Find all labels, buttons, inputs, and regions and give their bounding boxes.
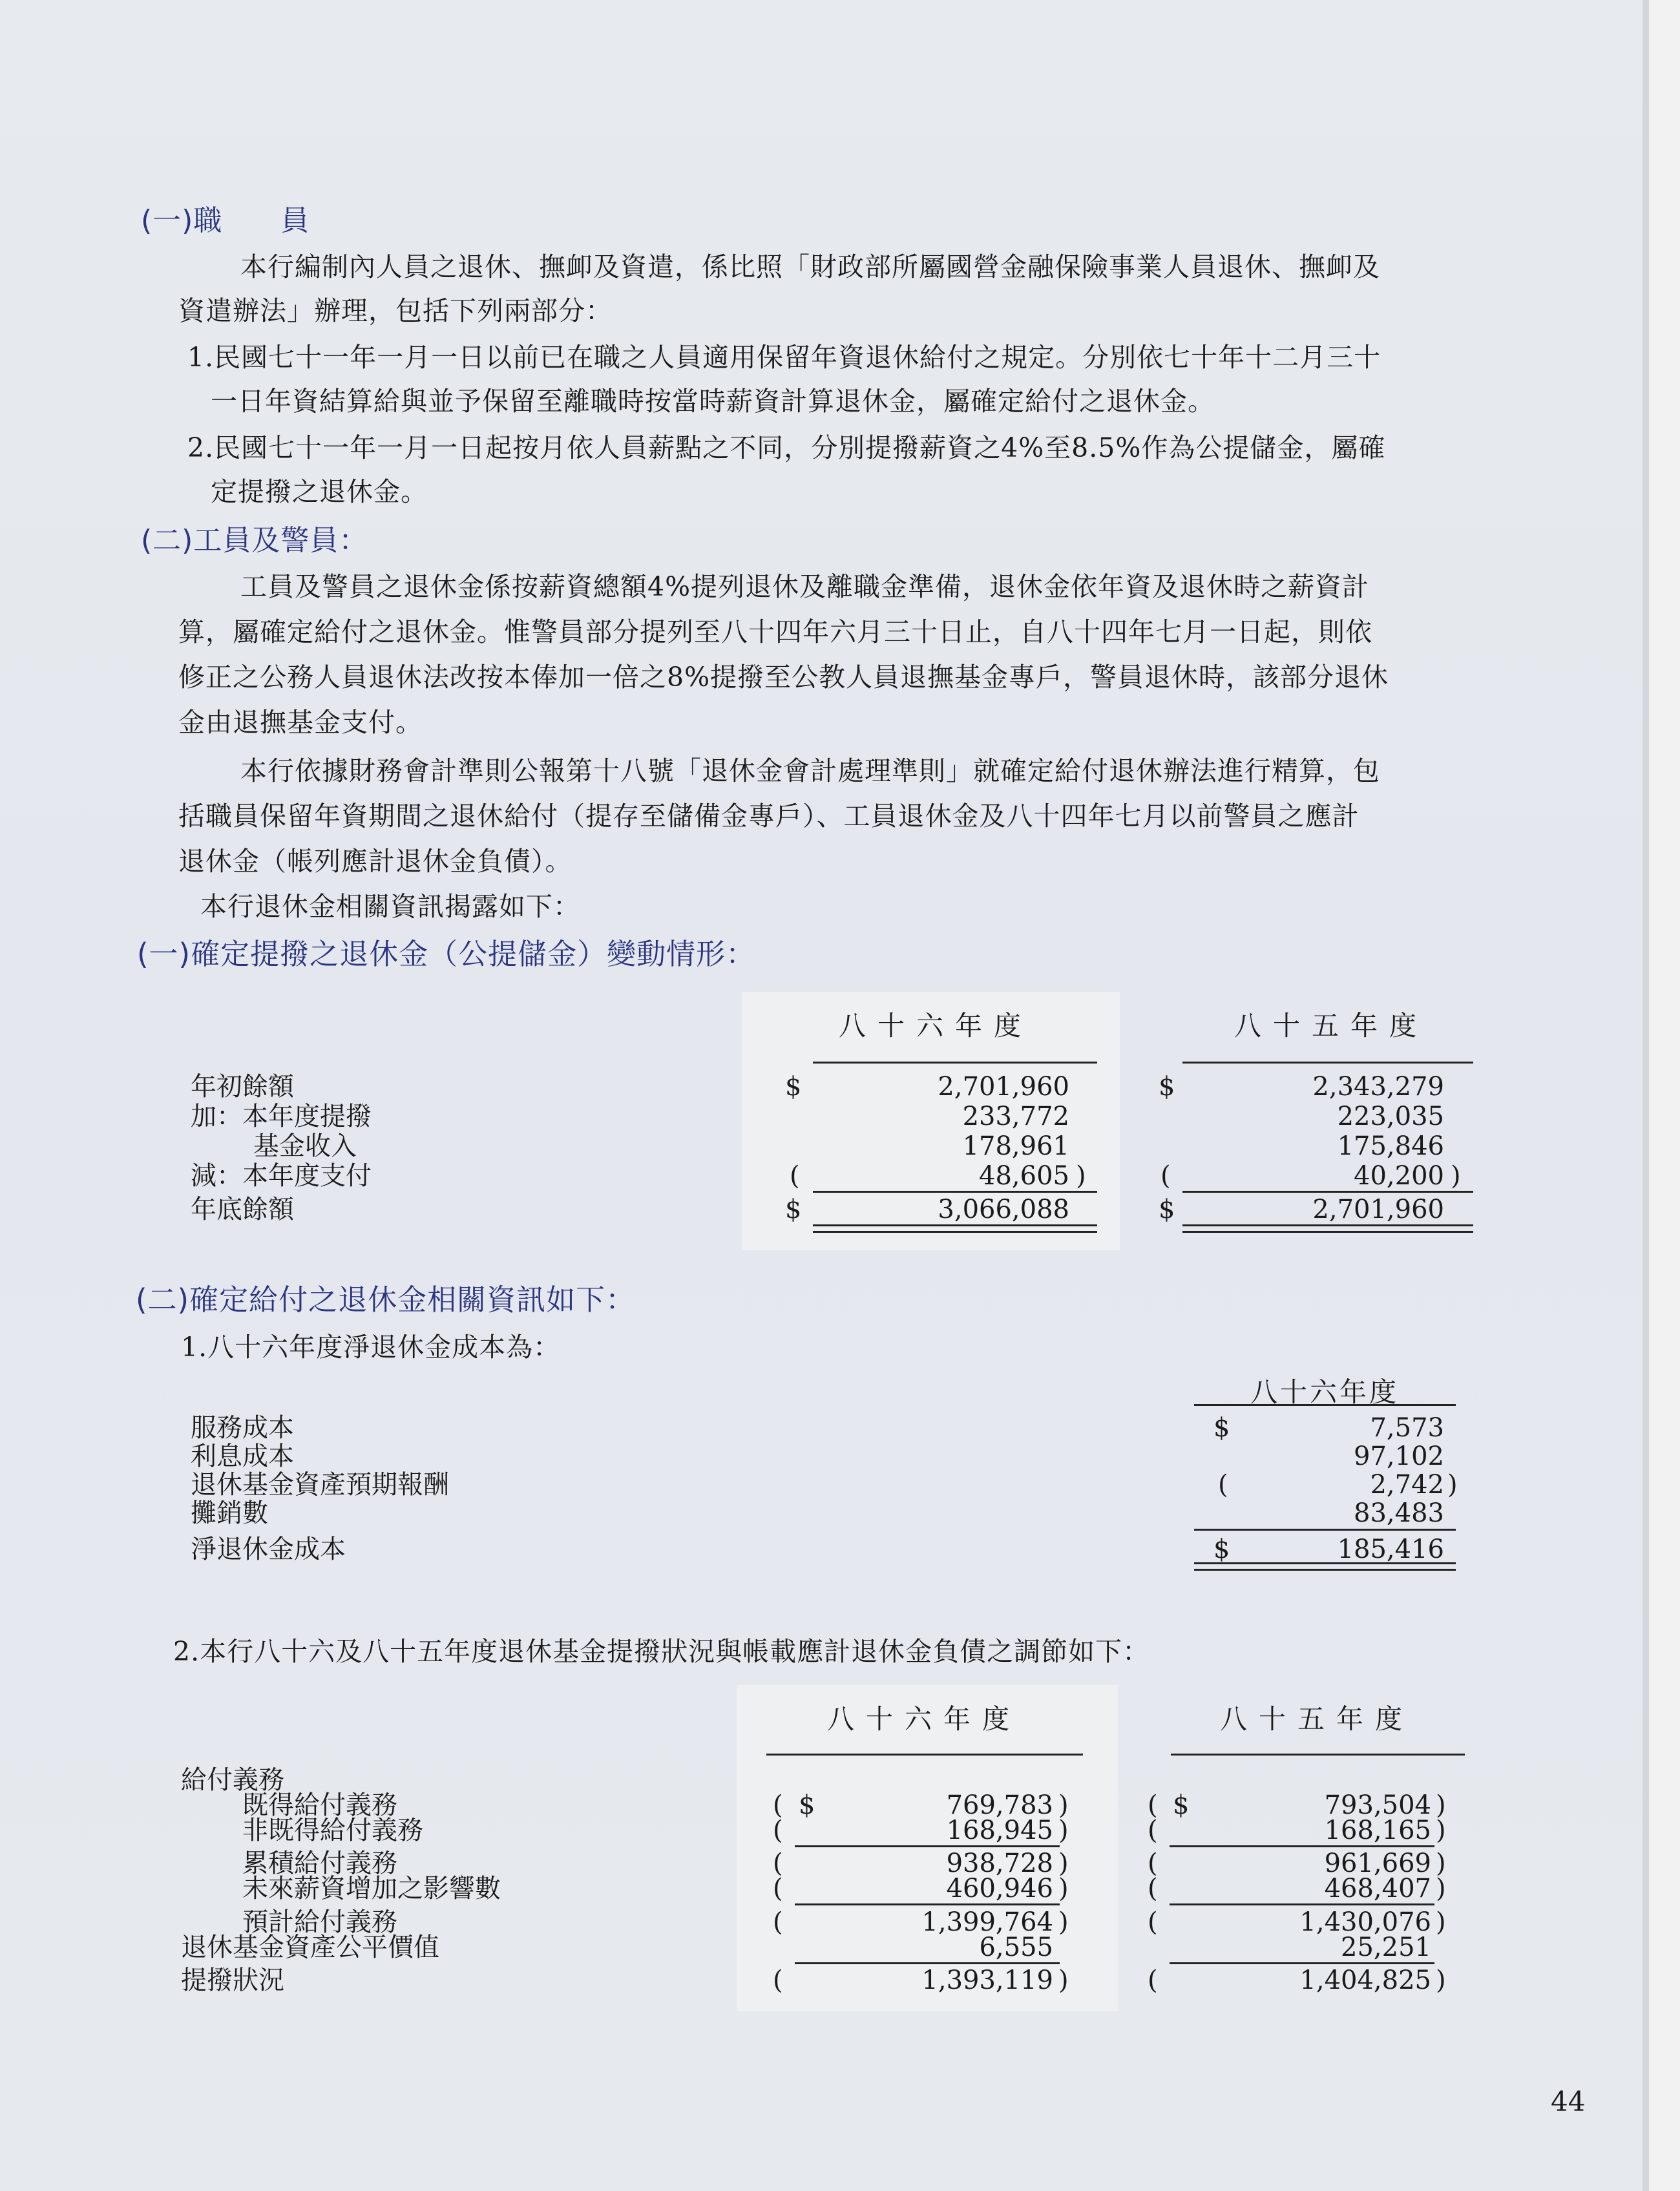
paren-close: ): [1436, 1790, 1446, 1820]
subtotal-rule: [1170, 1903, 1434, 1905]
table3-cell-86: 938,728: [946, 1849, 1053, 1878]
total-double-rule: [813, 1224, 1097, 1233]
paragraph-line: 括職員保留年資期間之退休給付（提存至儲備金專戶）、工員退休金及八十四年七月以前警員之應計: [178, 801, 1360, 832]
sub-heading: 1.八十六年度淨退休金成本為：: [181, 1332, 561, 1363]
paren-open: (: [1148, 1790, 1158, 1820]
paragraph-line: 本行依據財務會計準則公報第十八號「退休金會計處理準則」就確定給付退休辦法進行精算，包: [240, 755, 1380, 786]
table3-row-label: 非既得給付義務: [242, 1816, 423, 1845]
subtotal-rule: [813, 1191, 1097, 1193]
header-rule: [1194, 1404, 1456, 1406]
paren-open: (: [773, 1816, 783, 1845]
table3-row-label: 給付義務: [181, 1765, 284, 1795]
table2-row-label: 退休基金資產預期報酬: [191, 1470, 449, 1500]
table3-row-label: 提撥狀況: [181, 1966, 284, 1995]
table1-cell-86: 48,605: [979, 1161, 1069, 1191]
table2-row-label: 服務成本: [191, 1413, 294, 1443]
header-rule: [813, 1062, 1097, 1064]
dollar-sign: $: [1173, 1790, 1190, 1820]
table3-row-label: 累積給付義務: [242, 1849, 397, 1878]
list-item-line: 一日年資結算給與並予保留至離職時按當時薪資計算退休金，屬確定給付之退休金。: [211, 386, 1215, 417]
table3-cell-86: 769,783: [946, 1790, 1053, 1820]
dollar-sign: $: [1159, 1195, 1175, 1224]
table3-cell-85: 168,165: [1324, 1816, 1431, 1845]
dollar-sign: $: [1159, 1072, 1175, 1102]
section-heading-staff: (一)職 員: [141, 204, 310, 237]
paren-open: (: [1148, 1816, 1158, 1845]
paren-close: ): [1447, 1470, 1458, 1500]
table1-row-label: 加：本年度提撥: [191, 1102, 372, 1131]
table1-row-label: 減：本年度支付: [191, 1161, 372, 1191]
table2-row-label: 攤銷數: [191, 1498, 268, 1528]
table2-row-label: 淨退休金成本: [191, 1535, 346, 1564]
table3-cell-86: 1,399,764: [921, 1907, 1053, 1937]
table3-cell-86: 460,946: [946, 1874, 1053, 1903]
paren-open: (: [1148, 1849, 1158, 1878]
table1-cell-85: 223,035: [1337, 1102, 1444, 1131]
paren-open: (: [773, 1849, 783, 1878]
paren-open: (: [773, 1907, 783, 1937]
table3-row-label: 預計給付義務: [242, 1907, 397, 1937]
table1-cell-85: 2,701,960: [1312, 1195, 1444, 1224]
table3-row-label: 退休基金資產公平價值: [181, 1933, 439, 1962]
dollar-sign: $: [1213, 1413, 1230, 1443]
dollar-sign: $: [785, 1195, 802, 1224]
table1-cell-86: 233,772: [962, 1102, 1069, 1131]
paren-close: ): [1058, 1966, 1069, 1995]
total-double-rule: [1194, 1562, 1456, 1571]
table3-cell-86: 1,393,119: [921, 1966, 1053, 1995]
header-rule: [766, 1754, 1083, 1756]
table3-row-label: 未來薪資增加之影響數: [242, 1874, 501, 1903]
table3-cell-85: 25,251: [1341, 1933, 1431, 1962]
table3-cell-85: 1,430,076: [1299, 1907, 1431, 1937]
table2-row-label: 利息成本: [191, 1441, 294, 1471]
table3-cell-85: 793,504: [1324, 1790, 1431, 1820]
paren-close: ): [1058, 1907, 1069, 1937]
paren-open: (: [1148, 1874, 1158, 1903]
sub-heading: 2.本行八十六及八十五年度退休基金提撥狀況與帳載應計退休金負債之調節如下：: [173, 1636, 1150, 1667]
paren-open: (: [790, 1161, 800, 1191]
dollar-sign: $: [785, 1072, 802, 1102]
table1-col85-header: 八十五年度: [1234, 1010, 1428, 1042]
list-item-line: 1.民國七十一年一月一日以前已在職之人員適用保留年資退休給付之規定。分別依七十年十二月三十: [187, 342, 1381, 373]
paren-close: ): [1058, 1790, 1069, 1820]
table3-cell-85: 1,404,825: [1299, 1966, 1431, 1995]
subtotal-rule: [795, 1845, 1060, 1847]
paren-close: ): [1436, 1816, 1446, 1845]
paragraph-line: 本行編制內人員之退休、撫卹及資遣，係比照「財政部所屬國營金融保險事業人員退休、撫卹及: [240, 251, 1380, 282]
subtotal-rule: [1170, 1962, 1434, 1964]
table3-col85-header: 八十五年度: [1219, 1703, 1414, 1735]
paren-close: ): [1436, 1849, 1446, 1878]
section-heading-defined-benefit: (二)確定給付之退休金相關資訊如下：: [136, 1283, 636, 1317]
table2-cell: 97,102: [1354, 1441, 1444, 1471]
table1-col86-header: 八十六年度: [838, 1010, 1033, 1042]
table2-cell: 7,573: [1370, 1413, 1444, 1443]
table3-cell-85: 468,407: [1324, 1874, 1431, 1903]
paren-open: (: [1160, 1161, 1171, 1191]
paren-close: ): [1436, 1874, 1446, 1903]
paren-open: (: [773, 1874, 783, 1903]
paren-close: ): [1436, 1966, 1446, 1995]
paren-open: (: [1148, 1907, 1158, 1937]
paragraph-line: 修正之公務人員退休法改按本俸加一倍之8%提撥至公教人員退撫基金專戶，警員退休時，該部分退休: [178, 662, 1389, 693]
paren-open: (: [1148, 1966, 1158, 1995]
table2-cell: 2,742: [1370, 1470, 1444, 1500]
subtotal-rule: [1182, 1191, 1473, 1193]
paragraph-line: 工員及警員之退休金係按薪資總額4%提列退休及離職金準備，退休金依年資及退休時之薪資計: [240, 571, 1370, 602]
table1-cell-85: 40,200: [1354, 1161, 1444, 1191]
table2-cell: 83,483: [1354, 1498, 1444, 1528]
table1-row-label: 基金收入: [253, 1131, 357, 1161]
total-double-rule: [1182, 1224, 1473, 1233]
table3-col86-header: 八十六年度: [826, 1703, 1021, 1735]
paren-close: ): [1451, 1161, 1461, 1191]
dollar-sign: $: [799, 1790, 815, 1820]
paragraph-line: 本行退休金相關資訊揭露如下：: [200, 891, 580, 922]
table1-cell-85: 175,846: [1337, 1131, 1444, 1161]
subtotal-rule: [795, 1962, 1060, 1964]
paren-close: ): [1076, 1161, 1086, 1191]
table2-cell: 185,416: [1337, 1535, 1444, 1564]
table3-cell-86: 168,945: [946, 1816, 1053, 1845]
table3-row-label: 既得給付義務: [242, 1790, 397, 1820]
paren-open: (: [773, 1966, 783, 1995]
dollar-sign: $: [1213, 1535, 1230, 1564]
page-edge: [1649, 0, 1680, 2191]
subtotal-rule: [1194, 1529, 1456, 1531]
table1-heading: (一)確定提撥之退休金（公提儲金）變動情形：: [137, 937, 756, 971]
paren-open: (: [1218, 1470, 1228, 1500]
page-number: 44: [1551, 2086, 1586, 2117]
table1-row-label: 年初餘額: [191, 1072, 294, 1102]
section-heading-workers: (二)工員及警員：: [141, 524, 368, 557]
paragraph-line: 金由退撫基金支付。: [178, 707, 423, 738]
table1-cell-86: 178,961: [962, 1131, 1069, 1161]
paren-close: ): [1058, 1816, 1069, 1845]
paragraph-line: 退休金（帳列應計退休金負債）。: [178, 846, 572, 877]
paren-close: ): [1436, 1907, 1446, 1937]
header-rule: [1171, 1754, 1465, 1756]
subtotal-rule: [1170, 1845, 1434, 1847]
table1-cell-85: 2,343,279: [1312, 1072, 1444, 1102]
table1-cell-86: 2,701,960: [938, 1072, 1069, 1102]
paren-close: ): [1058, 1874, 1069, 1903]
list-item-line: 定提撥之退休金。: [211, 476, 428, 507]
paren-close: ): [1058, 1849, 1069, 1878]
paragraph-line: 資遣辦法」辦理，包括下列兩部分：: [178, 295, 613, 326]
subtotal-rule: [795, 1903, 1060, 1905]
table3-cell-85: 961,669: [1324, 1849, 1431, 1878]
list-item-line: 2.民國七十一年一月一日起按月依人員薪點之不同，分別提撥薪資之4%至8.5%作為公提儲金，屬確: [187, 432, 1386, 463]
table2-col86-header: 八十六年度: [1250, 1376, 1399, 1408]
table1-cell-86: 3,066,088: [938, 1195, 1069, 1224]
table1-row-label: 年底餘額: [191, 1195, 294, 1224]
paragraph-line: 算，屬確定給付之退休金。惟警員部分提列至八十四年六月三十日止，自八十四年七月一日起，則依: [178, 616, 1372, 647]
table3-cell-86: 6,555: [979, 1933, 1053, 1962]
paren-open: (: [773, 1790, 783, 1820]
header-rule: [1182, 1062, 1473, 1064]
